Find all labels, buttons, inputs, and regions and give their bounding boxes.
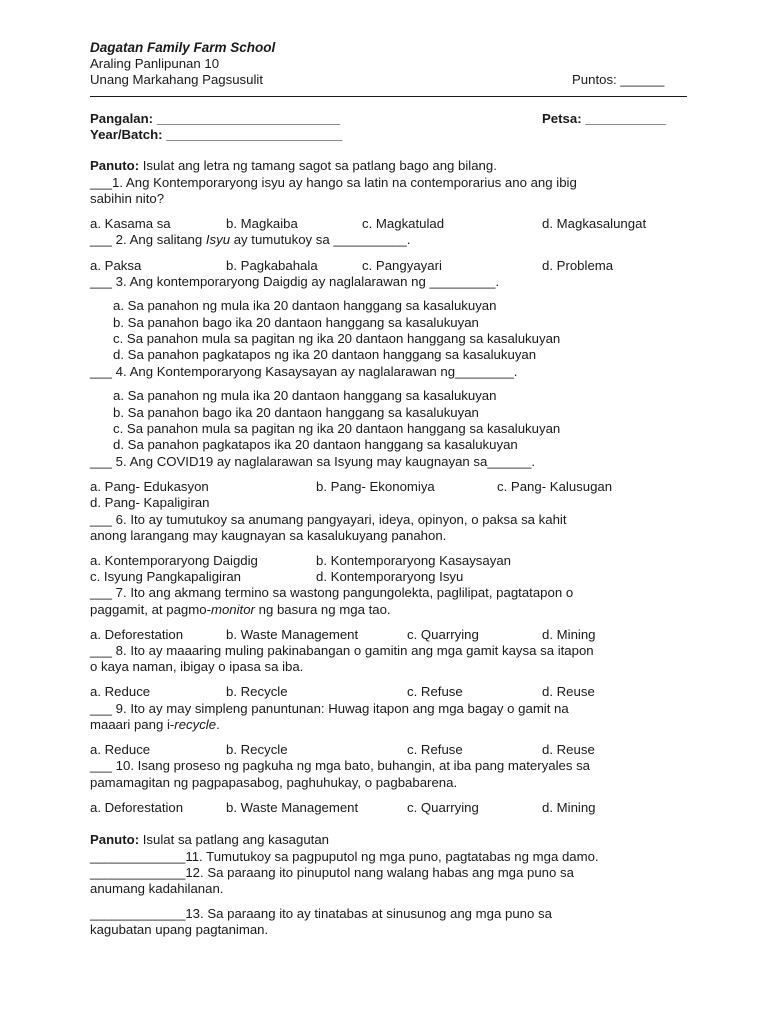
score-field: Puntos: ______ [572,72,665,87]
q6-line1: ___ 6. Ito ay tumutukoy sa anumang pangyayari, ideya, opinyon, o paksa sa kahit [90,512,567,527]
q10-option-b: b. Waste Management [226,800,359,815]
q10-line1: ___ 10. Isang proseso ng pagkuha ng mga bato, buhangin, at iba pang materyales sa [90,758,591,773]
q9-option-d: d. Reuse [542,742,595,757]
q4-line: ___ 4. Ang Kontemporaryong Kasaysayan ay naglalarawan ng________. [90,364,518,379]
q9-line2-pre: maaari pang i- [90,717,175,732]
q9-line2-post: . [216,717,220,732]
q2-option-d: d. Problema [542,258,614,273]
q5-line: ___ 5. Ang COVID19 ay naglalarawan sa Isyung may kaugnayan sa______. [90,454,536,469]
q6-option-a: a. Kontemporaryong Daigdig [90,553,258,568]
q10-option-a: a. Deforestation [90,800,184,815]
q2-em: Isyu [205,232,231,247]
date-blank: ___________ [585,111,666,126]
q9-option-c: c. Refuse [407,742,463,757]
q1-option-b: b. Magkaiba [226,216,298,231]
q11-line: _____________11. Tumutukoy sa pagpuputol ng mga puno, pagtatabas ng mga damo. [90,849,599,864]
exam-title: Unang Markahang Pagsusulit [90,72,264,87]
name-label: Pangalan: [90,111,154,126]
q7-line2-em: monitor [210,602,255,617]
part1-label: Panuto: [90,158,140,173]
q6-line2: anong larangang may kaugnayan sa kasalukuyang panahon. [90,528,447,543]
q5-option-d: d. Pang- Kapaligiran [90,495,210,510]
q10-option-c: c. Quarrying [407,800,479,815]
q5-option-a: a. Pang- Edukasyon [90,479,209,494]
q7-line1: ___ 7. Ito ang akmang termino sa wastong pangungolekta, paglilipat, pagtatapon o [90,585,574,600]
q10-line2: pamamagitan ng pagpapasabog, paghuhukay, o pagbabarena. [90,775,458,790]
year-blank: ________________________ [166,127,343,142]
q8-option-c: c. Refuse [407,684,463,699]
q9-line2 [90,717,220,733]
q4-option-d: d. Sa panahon pagkatapos ika 20 dantaon hanggang sa kasalukuyan [113,437,518,452]
name-blank: _________________________ [156,111,341,126]
year-label: Year/Batch: [90,127,163,142]
q9-line1: ___ 9. Ito ay may simpleng panuntunan: Huwag itapon ang mga bagay o gamit na [90,701,569,716]
q8-line1: ___ 8. Ito ay maaaring muling pakinabangan o gamitin ang mga gamit kaysa sa itapon [90,643,594,658]
q12-line1: _____________12. Sa paraang ito pinuputol nang walang habas ang mga puno sa [90,865,574,880]
q2-line [90,232,410,248]
part2-text: Isulat sa patlang ang kasagutan [142,832,329,847]
header-rule [90,96,687,97]
q1-option-c: c. Magkatulad [362,216,445,231]
q9-option-a: a. Reduce [90,742,151,757]
q7-option-b: b. Waste Management [226,627,359,642]
q3-option-b: b. Sa panahon bago ika 20 dantaon hanggang sa kasalukuyan [113,315,479,330]
q9-option-b: b. Recycle [226,742,288,757]
q5-option-c: c. Pang- Kalusugan [497,479,613,494]
q1-option-d: d. Magkasalungat [542,216,647,231]
q7-option-d: d. Mining [542,627,596,642]
q2-option-b: b. Pagkabahala [226,258,318,273]
part1-instruction [90,158,497,174]
q1-line2: sabihin nito? [90,191,165,206]
q7-line2-post: ng basura ng mga tao. [254,602,391,617]
subject-line: Araling Panlipunan 10 [90,56,220,71]
q13-line1: _____________13. Sa paraang ito ay tinatabas at sinusunog ang mga puno sa [90,906,552,921]
q4-option-b: b. Sa panahon bago ika 20 dantaon hanggang sa kasalukuyan [113,405,479,420]
q4-option-c: c. Sa panahon mula sa pagitan ng ika 20 dantaon hanggang sa kasalukuyan [113,421,561,436]
part2-instruction [90,832,329,848]
q4-option-a: a. Sa panahon ng mula ika 20 dantaon hanggang sa kasalukuyan [113,388,497,403]
part1-text: Isulat ang letra ng tamang sagot sa patlang bago ang bilang. [142,158,497,173]
q2-post: ay tumutukoy sa __________. [230,232,411,247]
q3-option-d: d. Sa panahon pagkatapos ng ika 20 dantaon hanggang sa kasalukuyan [113,347,537,362]
q7-option-c: c. Quarrying [407,627,479,642]
q2-pre: ___ 2. Ang salitang [90,232,206,247]
q2-option-a: a. Paksa [90,258,142,273]
q8-option-b: b. Recycle [226,684,288,699]
q3-option-a: a. Sa panahon ng mula ika 20 dantaon hanggang sa kasalukuyan [113,298,497,313]
q7-line2-pre: paggamit, at pagmo- [90,602,211,617]
q9-line2-em: recycle [174,717,217,732]
q6-option-c: c. Isyung Pangkapaligiran [90,569,242,584]
q3-option-c: c. Sa panahon mula sa pagitan ng ika 20 dantaon hanggang sa kasalukuyan [113,331,561,346]
school-name: Dagatan Family Farm School [90,40,276,55]
date-label: Petsa: [542,111,582,126]
q2-option-c: c. Pangyayari [362,258,442,273]
part2-label: Panuto: [90,832,140,847]
q7-option-a: a. Deforestation [90,627,184,642]
date-row [542,111,666,127]
q8-option-d: d. Reuse [542,684,595,699]
q13-line2: kagubatan upang pagtaniman. [90,922,269,937]
q6-option-d: d. Kontemporaryong Isyu [316,569,464,584]
name-row [90,111,340,127]
q7-line2 [90,602,391,618]
q3-line: ___ 3. Ang kontemporaryong Daigdig ay naglalarawan ng _________. [90,274,500,289]
q5-option-b: b. Pang- Ekonomiya [316,479,435,494]
q1-line1: ___1. Ang Kontemporaryong isyu ay hango sa latin na contemporarius ano ang ibig [90,175,577,190]
q8-option-a: a. Reduce [90,684,151,699]
q12-line2: anumang kadahilanan. [90,881,224,896]
q10-option-d: d. Mining [542,800,596,815]
q6-option-b: b. Kontemporaryong Kasaysayan [316,553,511,568]
year-row [90,127,342,143]
q8-line2: o kaya naman, ibigay o ipasa sa iba. [90,659,304,674]
q1-option-a: a. Kasama sa [90,216,171,231]
